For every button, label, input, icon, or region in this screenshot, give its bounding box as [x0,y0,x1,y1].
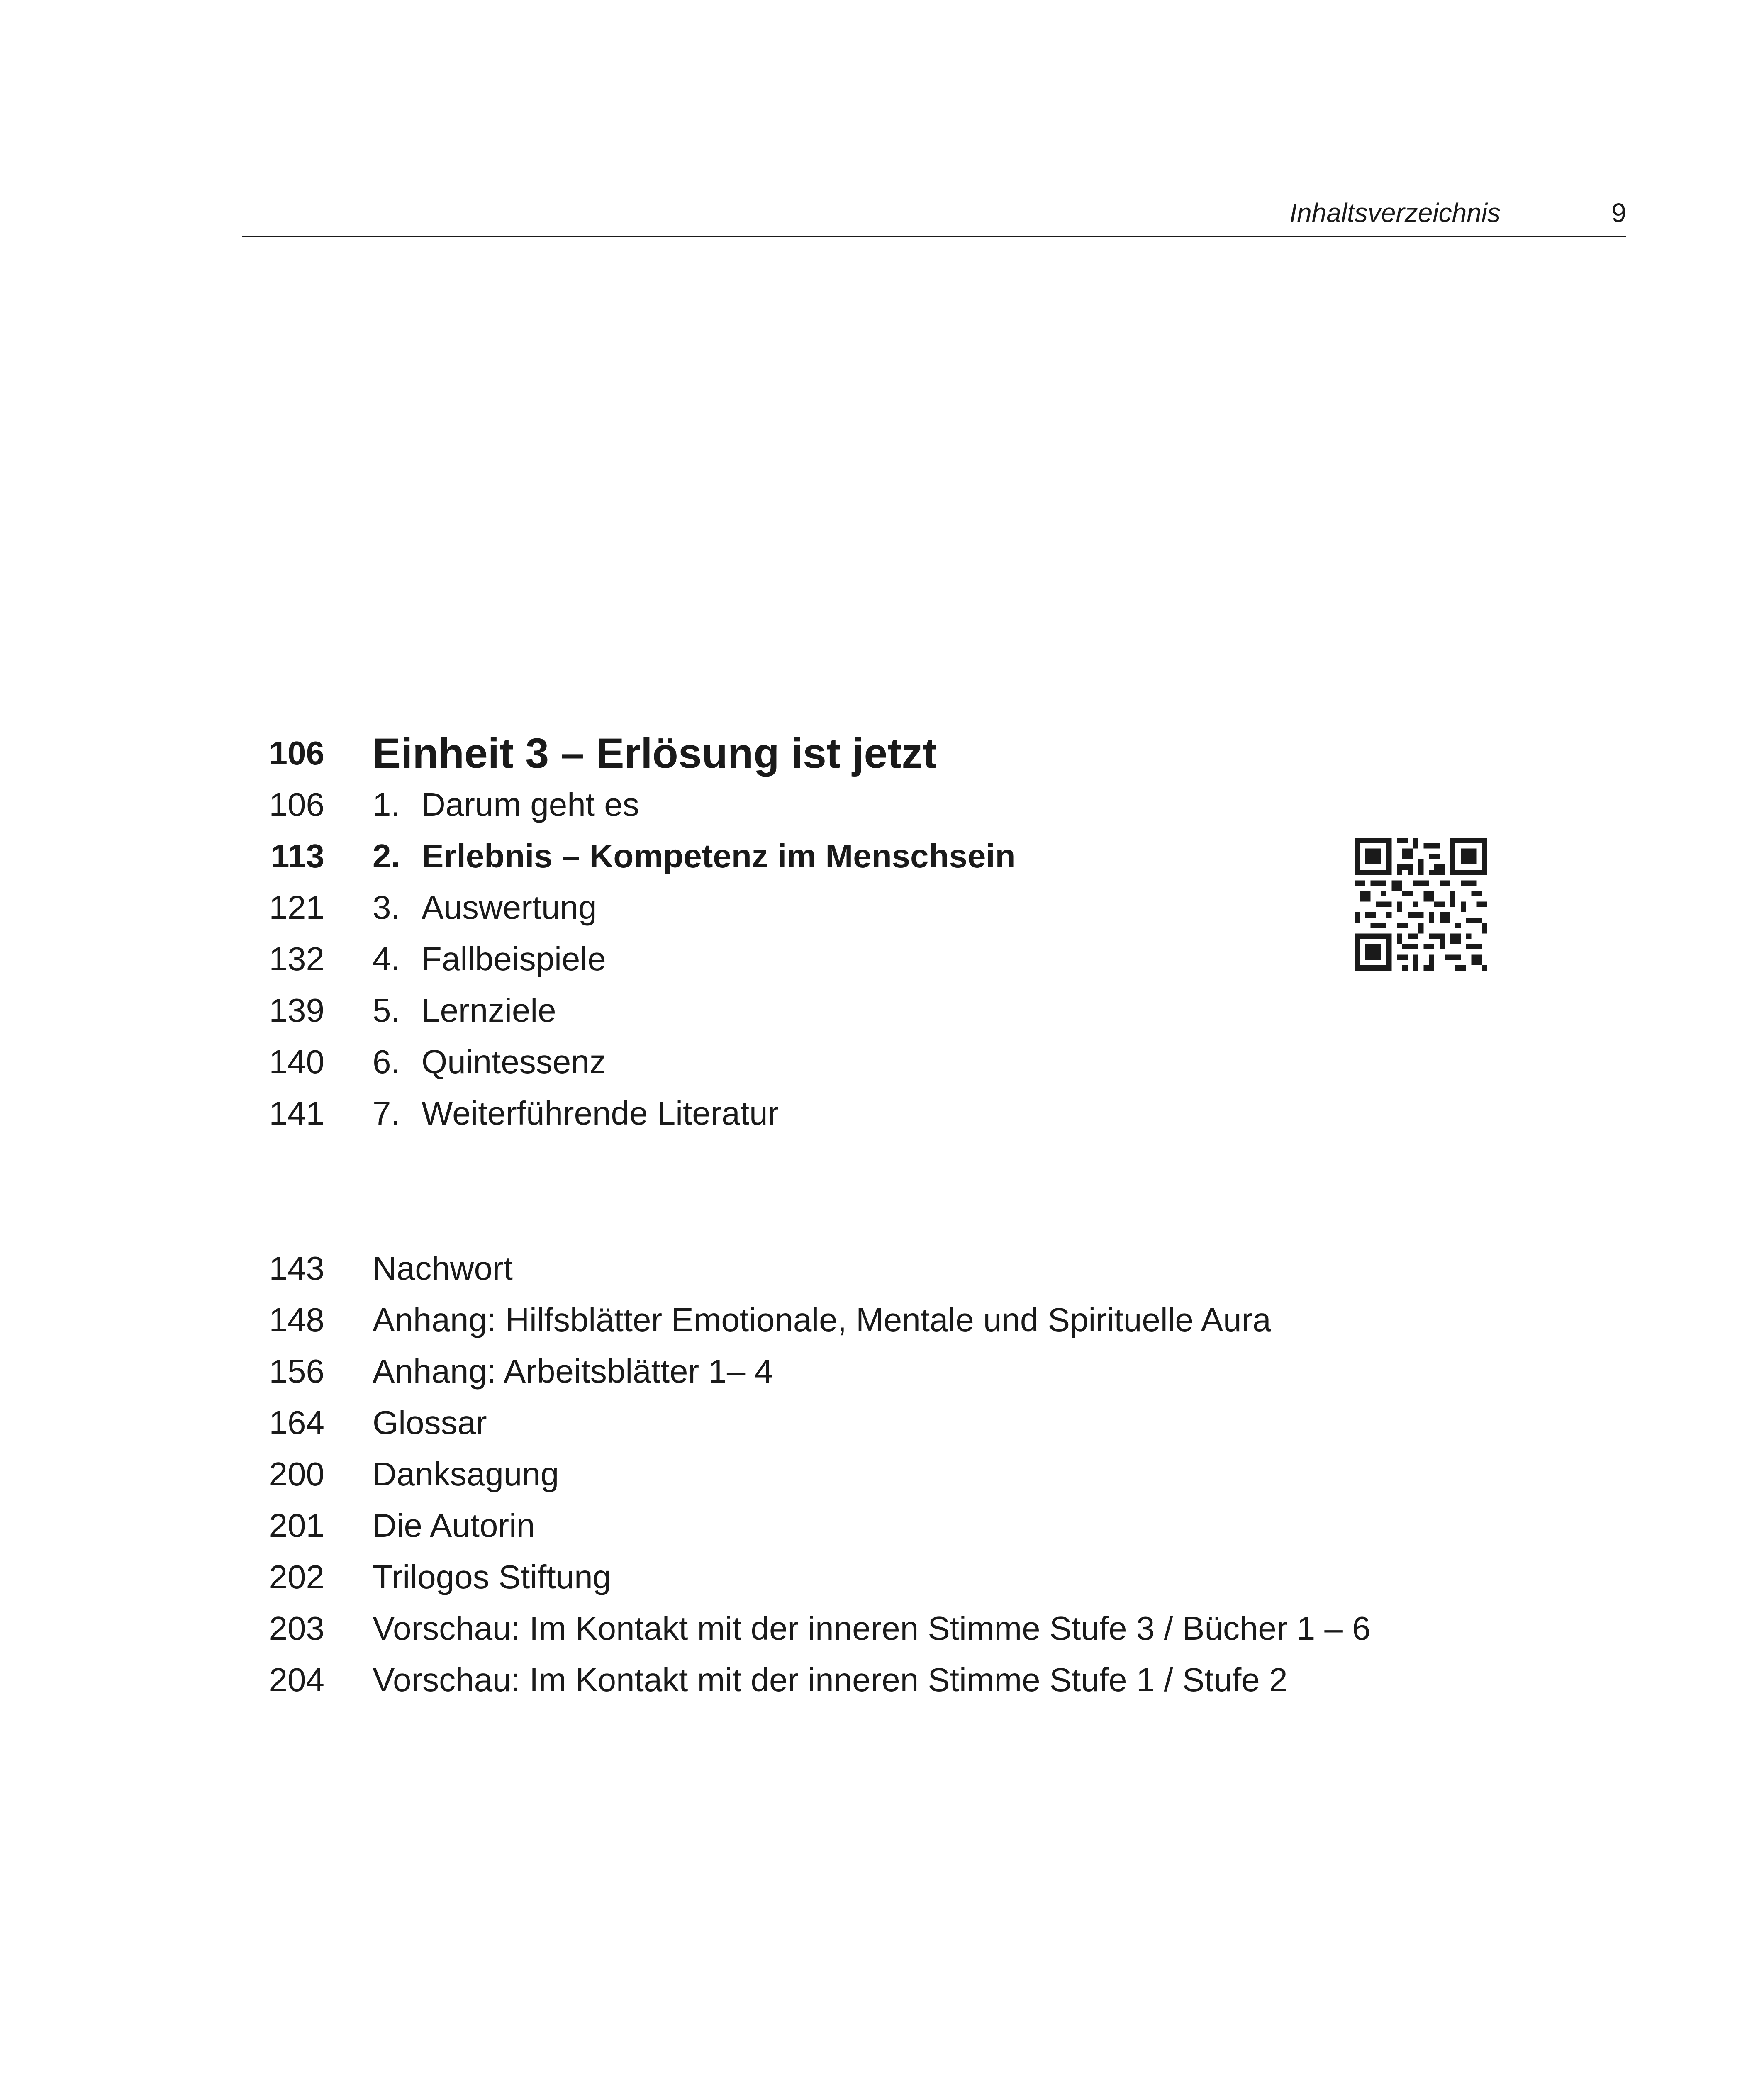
toc-entry [0,1088,1764,1139]
toc-entry [0,1243,1764,1294]
toc-entry [0,933,1764,985]
toc-entry-title [373,985,556,1036]
toc-entry-title: Die Autorin [373,1507,535,1544]
toc-entry [0,1346,1764,1397]
toc-entry [0,1500,1764,1551]
toc-entry [0,1551,1764,1603]
toc-entry [0,1397,1764,1448]
toc-entry-title: Danksagung [373,1456,559,1492]
toc-page-number: 121 [269,889,324,926]
toc-entry [0,882,1764,933]
toc-entry-text: Erlebnis – Kompetenz im Menschsein [422,837,1016,874]
toc-entry-title: Nachwort [373,1250,513,1287]
toc-page-number: 140 [269,1043,324,1080]
toc-entry-text: Quintessenz [422,1043,606,1080]
toc-page-number: 132 [269,940,324,977]
toc-page-number: 139 [269,992,324,1029]
toc-entry-title: Vorschau: Im Kontakt mit der inneren Stimme Stufe 3 / Bücher 1 – 6 [373,1610,1371,1647]
toc-page-number: 141 [269,1095,324,1132]
toc-entry [0,1294,1764,1346]
toc-page-number: 156 [269,1353,324,1390]
toc-page-number: 164 [269,1404,324,1441]
toc-page-number: 201 [269,1507,324,1544]
toc-entry [0,830,1764,882]
toc-entry [0,1448,1764,1500]
toc-section-title: Einheit 3 – Erlösung ist jetzt [373,730,937,777]
toc-entry [0,1036,1764,1088]
toc-entry-text: Fallbeispiele [422,940,606,977]
running-header-title: Inhaltsverzeichnis [1289,198,1501,228]
toc-entry-text: Lernziele [422,992,556,1029]
toc-entry-title: Anhang: Hilfsblätter Emotionale, Mentale und Spirituelle Aura [373,1301,1271,1338]
toc-entry-title [373,1036,606,1088]
toc-entry-text: Auswertung [422,889,597,926]
toc-page-number: 148 [269,1301,324,1338]
toc-entry-title [373,1088,779,1139]
toc-entry-index: 1. [373,786,400,823]
toc-entry-title [373,779,639,830]
toc-page-number: 113 [270,837,324,874]
toc-entry [0,985,1764,1036]
toc-entry-title: Vorschau: Im Kontakt mit der inneren Stimme Stufe 1 / Stufe 2 [373,1661,1288,1698]
toc-page-number: 106 [269,735,324,772]
qr-code-icon [1355,838,1487,971]
toc-entry-title [373,882,597,933]
toc-entry-index: 4. [373,940,400,977]
toc-entry-title: Glossar [373,1404,487,1441]
toc-entry-title [373,933,606,985]
toc-entry [0,1654,1764,1706]
toc-entry-text: Weiterführende Literatur [422,1095,779,1132]
toc-page-number: 200 [269,1456,324,1492]
toc-entry [0,779,1764,830]
toc-page-number: 143 [269,1250,324,1287]
toc-page-number: 204 [269,1661,324,1698]
toc-entry-index: 3. [373,889,400,926]
toc-entry [0,1603,1764,1654]
toc-entry-text: Darum geht es [422,786,639,823]
toc-entry-index: 2. [373,837,400,874]
toc-entry-index: 7. [373,1095,400,1132]
page-number: 9 [1611,198,1626,228]
header-rule [242,236,1626,237]
toc-section-heading [0,728,1764,779]
toc-page-number: 202 [269,1558,324,1595]
toc-page-number: 106 [269,786,324,823]
toc-entry-title: Anhang: Arbeitsblätter 1– 4 [373,1353,773,1390]
toc-entry-index: 5. [373,992,400,1029]
toc-entry-title: Trilogos Stiftung [373,1558,612,1595]
toc-entry-index: 6. [373,1043,400,1080]
toc-page-number: 203 [269,1610,324,1647]
toc-entry-title [373,830,1015,882]
